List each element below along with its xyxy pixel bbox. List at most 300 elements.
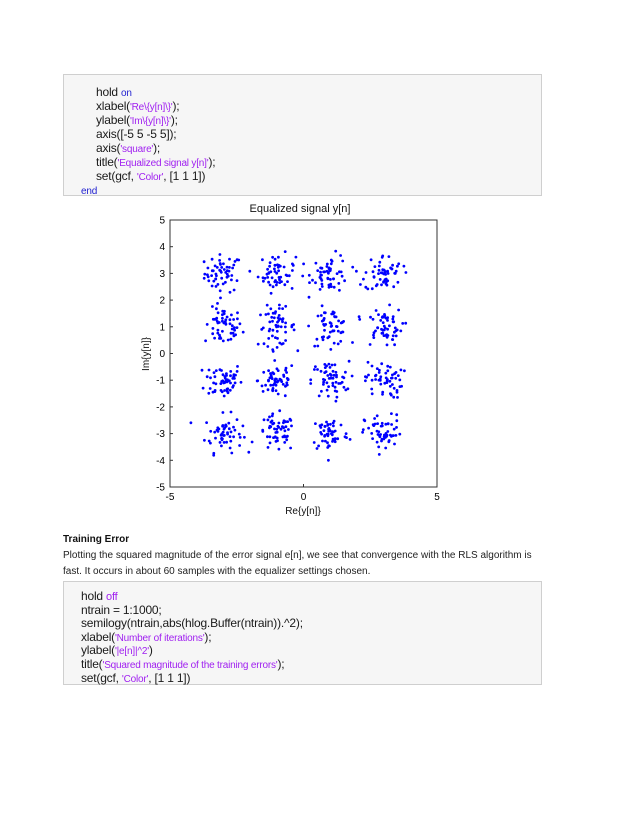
scatter-point xyxy=(215,369,218,372)
y-tick-label: 2 xyxy=(159,295,165,307)
scatter-point xyxy=(230,314,233,317)
code-text: ylabel( xyxy=(96,113,130,127)
scatter-point xyxy=(206,323,209,326)
scatter-point xyxy=(334,363,337,366)
scatter-point xyxy=(388,324,391,327)
scatter-point xyxy=(216,302,219,305)
code-string: 'square' xyxy=(120,144,154,155)
scatter-point xyxy=(330,285,333,288)
scatter-point xyxy=(386,430,389,433)
scatter-point xyxy=(273,428,276,431)
scatter-point xyxy=(317,445,320,448)
scatter-point xyxy=(261,258,264,261)
scatter-point xyxy=(285,367,288,370)
code-text: ); xyxy=(204,629,212,644)
scatter-point xyxy=(379,433,382,436)
scatter-point xyxy=(229,389,232,392)
scatter-point xyxy=(400,385,403,388)
code-string: 'Re\{y[n]\}' xyxy=(129,102,173,113)
scatter-point xyxy=(370,432,373,435)
code-block-2 xyxy=(63,581,542,685)
scatter-point xyxy=(329,423,332,426)
scatter-point xyxy=(207,279,210,282)
scatter-point xyxy=(217,311,220,314)
scatter-point xyxy=(364,379,367,382)
scatter-point xyxy=(333,311,336,314)
scatter-point xyxy=(358,318,361,321)
scatter-point xyxy=(335,400,338,403)
scatter-point xyxy=(392,334,395,337)
scatter-point xyxy=(233,377,236,380)
scatter-point xyxy=(396,389,399,392)
y-tick-label: -2 xyxy=(156,402,165,414)
scatter-point xyxy=(383,313,386,316)
scatter-point xyxy=(203,439,206,442)
scatter-point xyxy=(311,279,314,282)
scatter-point xyxy=(378,371,381,374)
scatter-point xyxy=(371,437,374,440)
code-text: ) xyxy=(148,643,153,658)
scatter-point xyxy=(224,318,227,321)
scatter-point xyxy=(257,343,260,346)
scatter-point xyxy=(295,256,298,259)
scatter-point xyxy=(329,377,332,380)
scatter-point xyxy=(363,419,366,422)
scatter-point xyxy=(317,315,320,318)
scatter-point xyxy=(279,265,282,268)
scatter-point xyxy=(332,329,335,332)
scatter-point xyxy=(376,441,379,444)
scatter-point xyxy=(213,371,216,374)
scatter-point xyxy=(348,360,351,363)
scatter-point xyxy=(321,304,324,307)
scatter-point xyxy=(222,262,225,265)
scatter-point xyxy=(401,322,404,325)
scatter-point xyxy=(391,318,394,321)
scatter-point xyxy=(384,372,387,375)
scatter-point xyxy=(405,271,408,274)
scatter-point xyxy=(221,310,224,313)
scatter-point xyxy=(266,276,269,279)
scatter-point xyxy=(380,425,383,428)
scatter-point xyxy=(374,378,377,381)
scatter-point xyxy=(351,341,354,344)
scatter-point xyxy=(389,380,392,383)
scatter-point xyxy=(267,419,270,422)
scatter-point xyxy=(337,320,340,323)
scatter-point xyxy=(206,273,209,276)
scatter-point xyxy=(219,297,222,300)
scatter-point xyxy=(219,289,222,292)
scatter-point xyxy=(384,334,387,337)
scatter-point xyxy=(269,307,272,310)
scatter-point xyxy=(380,283,383,286)
code-line xyxy=(96,85,132,99)
scatter-point xyxy=(332,278,335,281)
scatter-point xyxy=(328,363,331,366)
y-tick-label: 5 xyxy=(159,215,165,227)
scatter-point xyxy=(323,324,326,327)
scatter-point xyxy=(267,369,270,372)
scatter-point xyxy=(242,331,245,334)
scatter-point xyxy=(388,439,391,442)
scatter-point xyxy=(280,380,283,383)
scatter-point xyxy=(215,273,218,276)
scatter-point xyxy=(374,265,377,268)
scatter-point xyxy=(330,262,333,265)
scatter-point xyxy=(392,315,395,318)
scatter-point xyxy=(308,296,311,299)
scatter-point xyxy=(269,442,272,445)
scatter-point xyxy=(224,281,227,284)
scatter-point xyxy=(275,389,278,392)
scatter-point xyxy=(272,384,275,387)
code-text: xlabel( xyxy=(96,99,130,113)
code-text: set(gcf, xyxy=(81,670,122,685)
scatter-point xyxy=(272,329,275,332)
scatter-point xyxy=(320,390,323,393)
scatter-point xyxy=(400,369,403,372)
scatter-point xyxy=(388,304,391,307)
scatter-point xyxy=(380,362,383,365)
scatter-point xyxy=(276,281,279,284)
scatter-point xyxy=(209,376,212,379)
scatter-point xyxy=(270,316,273,319)
scatter-point xyxy=(274,381,277,384)
scatter-point xyxy=(313,368,316,371)
scatter-point xyxy=(271,276,274,279)
scatter-point xyxy=(337,330,340,333)
scatter-point xyxy=(228,258,231,261)
scatter-point xyxy=(285,274,288,277)
code-text: , [1 1 1]) xyxy=(163,169,206,183)
scatter-point xyxy=(280,325,283,328)
scatter-point xyxy=(378,379,381,382)
scatter-point xyxy=(361,431,364,434)
scatter-point xyxy=(314,365,317,368)
scatter-point xyxy=(389,366,392,369)
scatter-point xyxy=(228,270,231,273)
code-string: 'Squared magnitude of the training errors' xyxy=(102,660,278,671)
code-line xyxy=(81,657,284,671)
scatter-point xyxy=(345,432,348,435)
scatter-point xyxy=(340,322,343,325)
scatter-point xyxy=(292,264,295,267)
chart-title: Equalized signal y[n] xyxy=(249,203,351,215)
scatter-point xyxy=(397,309,400,312)
scatter-point xyxy=(234,382,237,385)
scatter-point xyxy=(339,382,342,385)
scatter-point xyxy=(398,379,401,382)
scatter-point xyxy=(327,434,330,437)
scatter-point xyxy=(308,281,311,284)
scatter-point xyxy=(229,440,232,443)
scatter-point xyxy=(271,335,274,338)
scatter-point xyxy=(307,325,310,328)
scatter-point xyxy=(289,419,292,422)
scatter-point xyxy=(395,426,398,429)
scatter-point xyxy=(393,272,396,275)
scatter-point xyxy=(267,379,270,382)
scatter-point xyxy=(283,419,286,422)
scatter-point xyxy=(284,384,287,387)
scatter-point xyxy=(313,441,316,444)
scatter-point xyxy=(371,379,374,382)
scatter-point xyxy=(372,318,375,321)
scatter-point xyxy=(283,375,286,378)
scatter-point xyxy=(326,381,329,384)
scatter-point xyxy=(272,285,275,288)
scatter-point xyxy=(386,328,389,331)
code-text: hold xyxy=(81,589,107,603)
scatter-point xyxy=(277,319,280,322)
scatter-point xyxy=(221,438,224,441)
scatter-point xyxy=(380,440,383,443)
scatter-point xyxy=(268,416,271,419)
scatter-point xyxy=(232,332,235,335)
scatter-point xyxy=(223,312,226,315)
scatter-point xyxy=(230,279,233,282)
scatter-point xyxy=(269,372,272,375)
scatter-point xyxy=(278,422,281,425)
scatter-point xyxy=(221,425,224,428)
y-tick-label: 1 xyxy=(159,322,165,334)
scatter-point xyxy=(268,330,271,333)
code-text: axis([-5 5 -5 5]); xyxy=(96,127,177,141)
scatter-point xyxy=(329,278,332,281)
scatter-point xyxy=(382,281,385,284)
scatter-point xyxy=(222,411,225,414)
scatter-point xyxy=(333,374,336,377)
scatter-point xyxy=(213,318,216,321)
scatter-point xyxy=(396,396,399,399)
scatter-point xyxy=(376,422,379,425)
scatter-point xyxy=(216,426,219,429)
scatter-point xyxy=(391,268,394,271)
scatter-point xyxy=(324,425,327,428)
scatter-point xyxy=(327,395,330,398)
scatter-point xyxy=(284,339,287,342)
scatter-point xyxy=(217,322,220,325)
scatter-point xyxy=(278,281,281,284)
scatter-point xyxy=(385,280,388,283)
scatter-point xyxy=(239,322,242,325)
scatter-point xyxy=(274,270,277,273)
scatter-point xyxy=(341,275,344,278)
scatter-point xyxy=(262,280,265,283)
code-line xyxy=(81,603,162,617)
scatter-point xyxy=(205,421,208,424)
code-text: title( xyxy=(96,155,118,169)
scatter-point xyxy=(236,418,239,421)
scatter-point xyxy=(387,422,390,425)
scatter-point xyxy=(267,313,270,316)
scatter-point xyxy=(283,266,286,269)
scatter-point xyxy=(270,292,273,295)
code-text: ntrain = 1:1000; xyxy=(81,602,162,617)
scatter-point xyxy=(395,335,398,338)
x-tick-label: 5 xyxy=(434,492,440,503)
code-text: ); xyxy=(277,657,285,671)
scatter-point xyxy=(375,309,378,312)
scatter-point xyxy=(373,276,376,279)
scatter-point xyxy=(323,317,326,320)
scatter-point xyxy=(271,348,274,351)
scatter-point xyxy=(220,266,223,269)
scatter-point xyxy=(276,263,279,266)
code-line xyxy=(81,616,303,630)
scatter-point xyxy=(396,265,399,268)
scatter-point xyxy=(211,285,214,288)
x-axis-label: Re{y[n]} xyxy=(285,506,321,517)
scatter-point xyxy=(204,339,207,342)
scatter-point xyxy=(206,375,209,378)
scatter-point xyxy=(201,369,204,372)
scatter-point xyxy=(271,389,274,392)
scatter-point xyxy=(378,269,381,272)
scatter-point xyxy=(279,378,282,381)
scatter-point xyxy=(342,331,345,334)
scatter-point xyxy=(339,254,342,257)
scatter-point xyxy=(231,267,234,270)
scatter-point xyxy=(278,304,281,307)
scatter-point xyxy=(275,384,278,387)
scatter-point xyxy=(269,435,272,438)
scatter-point xyxy=(343,386,346,389)
scatter-point xyxy=(232,384,235,387)
y-axis-label: Im{y[n]} xyxy=(141,337,152,371)
scatter-point xyxy=(265,313,268,316)
scatter-point xyxy=(335,376,338,379)
code-text: hold xyxy=(96,85,122,99)
scatter-point xyxy=(344,435,347,438)
scatter-point xyxy=(334,430,337,433)
scatter-point xyxy=(230,431,233,434)
scatter-point xyxy=(234,429,237,432)
code-text: xlabel( xyxy=(81,629,115,644)
scatter-point xyxy=(212,280,215,283)
scatter-point xyxy=(284,394,287,397)
scatter-point xyxy=(376,326,379,329)
scatter-point xyxy=(291,269,294,272)
scatter-point xyxy=(221,432,224,435)
scatter-point xyxy=(337,343,340,346)
scatter-point xyxy=(229,318,232,321)
scatter-point xyxy=(381,268,384,271)
scatter-point xyxy=(273,359,276,362)
scatter-point xyxy=(227,339,230,342)
scatter-point xyxy=(276,367,279,370)
scatter-point xyxy=(386,319,389,322)
scatter-point xyxy=(234,333,237,336)
scatter-point xyxy=(320,314,323,317)
scatter-point xyxy=(378,453,381,456)
scatter-point xyxy=(375,284,378,287)
scatter-point xyxy=(260,328,263,331)
scatter-point xyxy=(386,369,389,372)
scatter-point xyxy=(372,334,375,337)
scatter-point xyxy=(283,441,286,444)
scatter-point xyxy=(262,390,265,393)
scatter-point xyxy=(284,250,287,253)
code-line xyxy=(96,113,178,127)
scatter-point xyxy=(394,327,397,330)
scatter-point xyxy=(336,437,339,440)
scatter-point xyxy=(319,271,322,274)
scatter-point xyxy=(329,366,332,369)
scatter-point xyxy=(347,387,350,390)
scatter-point xyxy=(393,387,396,390)
scatter-point xyxy=(284,326,287,329)
code-line xyxy=(81,671,190,685)
scatter-point xyxy=(308,274,311,277)
scatter-point xyxy=(243,436,246,439)
scatter-point xyxy=(395,419,398,422)
scatter-point xyxy=(393,343,396,346)
scatter-point xyxy=(282,383,285,386)
scatter-point xyxy=(314,281,317,284)
scatter-point xyxy=(223,268,226,271)
scatter-point xyxy=(386,434,389,437)
scatter-point xyxy=(284,305,287,308)
scatter-point xyxy=(328,267,331,270)
scatter-point xyxy=(229,374,232,377)
scatter-point xyxy=(269,261,272,264)
scatter-point xyxy=(215,307,218,310)
code-keyword: end xyxy=(81,186,98,197)
code-string: 'Im\{y[n]\}' xyxy=(129,116,171,127)
scatter-point xyxy=(226,266,229,269)
scatter-point xyxy=(259,314,262,317)
scatter-point xyxy=(370,388,373,391)
scatter-point xyxy=(280,428,283,431)
scatter-point xyxy=(214,265,217,268)
scatter-point xyxy=(219,253,222,256)
scatter-point xyxy=(379,375,382,378)
code-string: off xyxy=(106,591,118,603)
scatter-point xyxy=(378,261,381,264)
scatter-point xyxy=(328,284,331,287)
scatter-point xyxy=(391,338,394,341)
scatter-point xyxy=(332,370,335,373)
scatter-point xyxy=(277,393,280,396)
y-tick-label: 3 xyxy=(159,268,165,280)
scatter-point xyxy=(242,425,245,428)
scatter-point xyxy=(395,413,398,416)
code-text: ); xyxy=(170,113,178,127)
scatter-point xyxy=(315,262,318,265)
scatter-point xyxy=(230,338,233,341)
scatter-point xyxy=(224,322,227,325)
scatter-point xyxy=(377,430,380,433)
scatter-point xyxy=(262,276,265,279)
scatter-point xyxy=(390,423,393,426)
scatter-point xyxy=(404,322,407,325)
scatter-point xyxy=(293,329,296,332)
scatter-point xyxy=(274,310,277,313)
scatter-point xyxy=(319,288,322,291)
scatter-point xyxy=(236,326,239,329)
scatter-point xyxy=(231,324,234,327)
scatter-point xyxy=(390,394,393,397)
scatter-point xyxy=(324,366,327,369)
code-text: set(gcf, xyxy=(96,169,137,183)
scatter-point xyxy=(334,250,337,253)
scatter-point xyxy=(277,426,280,429)
scatter-point xyxy=(351,375,354,378)
scatter-point xyxy=(320,274,323,277)
scatter-point xyxy=(274,431,277,434)
